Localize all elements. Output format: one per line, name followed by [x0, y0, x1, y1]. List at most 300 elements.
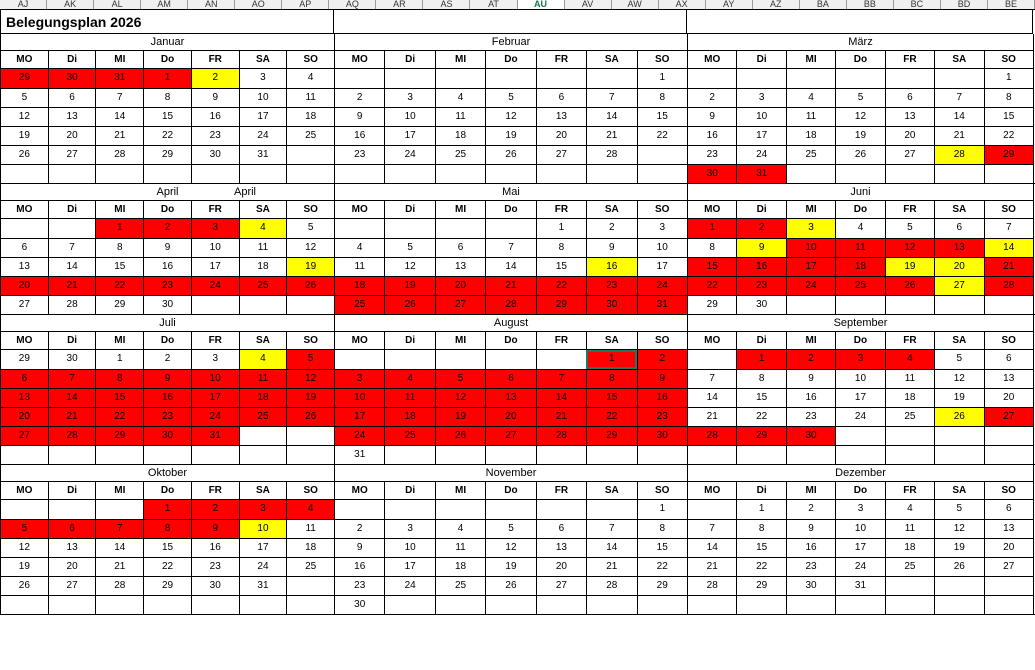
day-cell[interactable]: 14	[48, 258, 96, 276]
day-cell[interactable]: 10	[736, 108, 785, 126]
empty-cell[interactable]	[384, 219, 434, 238]
day-cell[interactable]: 3	[384, 89, 434, 107]
day-cell[interactable]: 29	[95, 427, 143, 445]
day-cell[interactable]: 28	[934, 146, 983, 164]
empty-cell[interactable]	[384, 350, 434, 369]
day-cell[interactable]: 20	[536, 127, 586, 145]
day-cell[interactable]: 4	[435, 89, 485, 107]
day-cell[interactable]: 26	[286, 408, 334, 426]
day-cell[interactable]: 30	[48, 350, 96, 369]
day-cell[interactable]: 17	[191, 389, 239, 407]
day-cell[interactable]: 15	[95, 258, 143, 276]
empty-cell[interactable]	[191, 446, 239, 464]
day-cell[interactable]: 26	[485, 146, 535, 164]
day-cell[interactable]: 3	[239, 69, 287, 88]
day-cell[interactable]: 28	[95, 577, 143, 595]
empty-cell[interactable]	[586, 596, 636, 614]
day-cell[interactable]: 26	[18, 149, 30, 160]
day-cell[interactable]: 19	[485, 127, 535, 145]
empty-cell[interactable]	[48, 500, 96, 519]
empty-cell[interactable]	[984, 296, 1033, 314]
empty-cell[interactable]	[485, 500, 535, 519]
day-cell[interactable]: 1	[688, 219, 736, 238]
day-cell[interactable]: 1	[95, 350, 143, 369]
day-cell[interactable]: 22	[736, 558, 785, 576]
empty-cell[interactable]	[286, 427, 334, 445]
day-cell[interactable]: 15	[95, 389, 143, 407]
empty-cell[interactable]	[688, 350, 736, 369]
day-cell[interactable]: 5	[485, 520, 535, 538]
day-cell[interactable]: 9	[191, 520, 239, 538]
day-cell[interactable]: 10	[786, 239, 835, 257]
day-cell[interactable]: 13	[536, 108, 586, 126]
day-cell[interactable]: 20	[48, 558, 96, 576]
empty-cell[interactable]	[736, 446, 785, 464]
empty-cell[interactable]	[536, 500, 586, 519]
empty-cell[interactable]	[835, 69, 884, 88]
day-cell[interactable]: 18	[286, 539, 334, 557]
day-cell[interactable]: 27	[984, 408, 1033, 426]
day-cell[interactable]: 23	[143, 408, 191, 426]
day-cell[interactable]: 3	[191, 219, 239, 238]
day-cell[interactable]: 27	[435, 296, 485, 314]
day-cell[interactable]: 13	[435, 258, 485, 276]
day-cell[interactable]: 23	[354, 580, 366, 591]
day-cell[interactable]: 16	[354, 130, 366, 141]
column-header-as[interactable]: AS	[423, 0, 470, 9]
day-cell[interactable]: 12	[384, 258, 434, 276]
day-cell[interactable]: 11	[286, 520, 334, 538]
day-cell[interactable]: 3	[736, 89, 785, 107]
empty-cell[interactable]	[384, 596, 434, 614]
day-cell[interactable]: 18	[435, 127, 485, 145]
column-header-ba[interactable]: BA	[800, 0, 847, 9]
column-header-al[interactable]: AL	[94, 0, 141, 9]
day-cell[interactable]: 6	[885, 89, 934, 107]
day-cell[interactable]: 9	[356, 542, 363, 553]
empty-cell[interactable]	[586, 165, 636, 183]
day-cell[interactable]: 26	[835, 146, 884, 164]
day-cell[interactable]: 20	[536, 558, 586, 576]
column-header-ay[interactable]: AY	[706, 0, 753, 9]
day-cell[interactable]: 7	[536, 370, 586, 388]
day-cell[interactable]: 20	[1, 277, 48, 295]
day-cell[interactable]: 24	[239, 127, 287, 145]
day-cell[interactable]: 4	[835, 219, 884, 238]
day-cell[interactable]: 9	[191, 89, 239, 107]
empty-cell[interactable]	[286, 296, 334, 314]
empty-cell[interactable]	[885, 596, 934, 614]
day-cell[interactable]: 1	[736, 350, 785, 369]
day-cell[interactable]: 12	[286, 239, 334, 257]
empty-cell[interactable]	[435, 446, 485, 464]
day-cell[interactable]: 22	[736, 408, 785, 426]
day-cell[interactable]: 22	[536, 277, 586, 295]
day-cell[interactable]: 7	[485, 239, 535, 257]
empty-cell[interactable]	[95, 165, 143, 183]
day-cell[interactable]: 23	[191, 127, 239, 145]
day-cell[interactable]: 8	[586, 370, 636, 388]
day-cell[interactable]: 18	[384, 408, 434, 426]
empty-cell[interactable]	[637, 146, 687, 164]
day-cell[interactable]: 10	[191, 239, 239, 257]
day-cell[interactable]: 17	[239, 539, 287, 557]
empty-cell[interactable]	[536, 350, 586, 369]
empty-cell[interactable]	[485, 596, 535, 614]
column-header-ao[interactable]: AO	[235, 0, 282, 9]
day-cell[interactable]: 5	[384, 239, 434, 257]
day-cell[interactable]: 18	[286, 108, 334, 126]
day-cell[interactable]: 22	[688, 277, 736, 295]
day-cell[interactable]: 11	[885, 520, 934, 538]
day-cell[interactable]: 31	[95, 69, 143, 88]
day-cell[interactable]: 8	[637, 89, 687, 107]
day-cell[interactable]: 14	[586, 108, 636, 126]
column-header-am[interactable]: AM	[141, 0, 188, 9]
day-cell[interactable]: 30	[586, 296, 636, 314]
day-cell[interactable]: 12	[18, 542, 30, 553]
day-cell[interactable]: 23	[786, 408, 835, 426]
empty-cell[interactable]	[586, 446, 636, 464]
day-cell[interactable]: 10	[239, 520, 287, 538]
day-cell[interactable]: 15	[637, 539, 687, 557]
day-cell[interactable]: 18	[885, 539, 934, 557]
day-cell[interactable]: 28	[536, 427, 586, 445]
day-cell[interactable]: 7	[709, 523, 715, 534]
day-cell[interactable]: 1	[143, 69, 191, 88]
day-cell[interactable]: 23	[586, 277, 636, 295]
empty-cell[interactable]	[143, 165, 191, 183]
day-cell[interactable]: 31	[835, 577, 884, 595]
day-cell[interactable]: 7	[934, 89, 983, 107]
day-cell[interactable]: 24	[384, 146, 434, 164]
day-cell[interactable]: 27	[48, 146, 96, 164]
empty-cell[interactable]	[536, 596, 586, 614]
day-cell[interactable]: 15	[143, 539, 191, 557]
day-cell[interactable]: 21	[706, 411, 718, 422]
column-header-ar[interactable]: AR	[376, 0, 423, 9]
day-cell[interactable]: 25	[335, 296, 384, 314]
day-cell[interactable]: 29	[984, 146, 1033, 164]
day-cell[interactable]: 7	[586, 89, 636, 107]
day-cell[interactable]: 3	[637, 219, 687, 238]
day-cell[interactable]: 4	[786, 89, 835, 107]
day-cell[interactable]: 2	[736, 219, 785, 238]
day-cell[interactable]: 25	[885, 558, 934, 576]
day-cell[interactable]: 21	[586, 127, 636, 145]
day-cell[interactable]: 19	[435, 408, 485, 426]
empty-cell[interactable]	[637, 596, 687, 614]
day-cell[interactable]: 9	[709, 111, 715, 122]
day-cell[interactable]: 29	[586, 427, 636, 445]
empty-cell[interactable]	[885, 427, 934, 445]
day-cell[interactable]: 16	[637, 389, 687, 407]
day-cell[interactable]: 21	[95, 558, 143, 576]
empty-cell[interactable]	[934, 577, 983, 595]
day-cell[interactable]: 1	[984, 69, 1033, 88]
day-cell[interactable]: 8	[984, 89, 1033, 107]
day-cell[interactable]: 25	[286, 127, 334, 145]
day-cell[interactable]: 9	[586, 239, 636, 257]
day-cell[interactable]: 26	[384, 296, 434, 314]
day-cell[interactable]: 6	[485, 370, 535, 388]
day-cell[interactable]: 8	[143, 89, 191, 107]
empty-cell[interactable]	[1, 500, 48, 519]
day-cell[interactable]: 25	[239, 408, 287, 426]
day-cell[interactable]: 26	[18, 580, 30, 591]
empty-cell[interactable]	[485, 69, 535, 88]
day-cell[interactable]: 7	[984, 219, 1033, 238]
day-cell[interactable]: 1	[637, 69, 687, 88]
empty-cell[interactable]	[435, 350, 485, 369]
empty-cell[interactable]	[384, 165, 434, 183]
day-cell[interactable]: 19	[934, 539, 983, 557]
day-cell[interactable]: 21	[95, 127, 143, 145]
day-cell[interactable]: 4	[286, 500, 334, 519]
empty-cell[interactable]	[485, 446, 535, 464]
day-cell[interactable]: 13	[48, 108, 96, 126]
day-cell[interactable]: 23	[637, 408, 687, 426]
day-cell[interactable]: 30	[688, 165, 736, 183]
day-cell[interactable]: 20	[1, 408, 48, 426]
day-cell[interactable]: 22	[143, 558, 191, 576]
day-cell[interactable]: 11	[885, 370, 934, 388]
day-cell[interactable]: 27	[48, 577, 96, 595]
day-cell[interactable]: 9	[143, 370, 191, 388]
empty-cell[interactable]	[934, 296, 983, 314]
day-cell[interactable]: 10	[191, 370, 239, 388]
day-cell[interactable]: 24	[191, 277, 239, 295]
column-header-an[interactable]: AN	[188, 0, 235, 9]
day-cell[interactable]: 7	[709, 373, 715, 384]
day-cell[interactable]: 13	[1, 389, 48, 407]
empty-cell[interactable]	[835, 596, 884, 614]
day-cell[interactable]: 11	[239, 370, 287, 388]
day-cell[interactable]: 20	[485, 408, 535, 426]
column-header-bd[interactable]: BD	[941, 0, 988, 9]
column-header-ak[interactable]: AK	[47, 0, 94, 9]
day-cell[interactable]: 17	[736, 127, 785, 145]
day-cell[interactable]: 27	[984, 558, 1033, 576]
day-cell[interactable]: 27	[885, 146, 934, 164]
empty-cell[interactable]	[485, 219, 535, 238]
day-cell[interactable]: 19	[286, 389, 334, 407]
day-cell[interactable]: 9	[143, 239, 191, 257]
day-cell[interactable]: 3	[384, 520, 434, 538]
empty-cell[interactable]	[984, 596, 1033, 614]
day-cell[interactable]: 30	[637, 427, 687, 445]
day-cell[interactable]: 12	[485, 539, 535, 557]
empty-cell[interactable]	[239, 427, 287, 445]
empty-cell[interactable]	[48, 165, 96, 183]
empty-cell[interactable]	[536, 446, 586, 464]
empty-cell[interactable]	[435, 596, 485, 614]
day-cell[interactable]: 14	[706, 542, 718, 553]
day-cell[interactable]: 26	[934, 408, 983, 426]
day-cell[interactable]: 8	[637, 520, 687, 538]
day-cell[interactable]: 11	[435, 108, 485, 126]
day-cell[interactable]: 3	[239, 500, 287, 519]
empty-cell[interactable]	[95, 446, 143, 464]
empty-cell[interactable]	[786, 165, 835, 183]
day-cell[interactable]: 26	[485, 577, 535, 595]
day-cell[interactable]: 28	[48, 427, 96, 445]
day-cell[interactable]: 23	[786, 558, 835, 576]
day-cell[interactable]: 28	[485, 296, 535, 314]
day-cell[interactable]: 23	[191, 558, 239, 576]
day-cell[interactable]: 25	[435, 577, 485, 595]
day-cell[interactable]: 2	[356, 523, 363, 534]
day-cell[interactable]: 16	[143, 389, 191, 407]
day-cell[interactable]: 17	[384, 558, 434, 576]
day-cell[interactable]: 2	[586, 219, 636, 238]
day-cell[interactable]: 5	[485, 89, 535, 107]
empty-cell[interactable]	[48, 446, 96, 464]
day-cell[interactable]: 16	[586, 258, 636, 276]
title-blank-cell-1[interactable]	[334, 10, 687, 34]
day-cell[interactable]: 9	[736, 239, 785, 257]
day-cell[interactable]: 17	[191, 258, 239, 276]
day-cell[interactable]: 28	[688, 427, 736, 445]
day-cell[interactable]: 13	[984, 370, 1033, 388]
day-cell[interactable]: 12	[885, 239, 934, 257]
day-cell[interactable]: 28	[984, 277, 1033, 295]
day-cell[interactable]: 17	[835, 539, 884, 557]
day-cell[interactable]: 7	[586, 520, 636, 538]
empty-cell[interactable]	[1, 596, 48, 614]
day-cell[interactable]: 26	[286, 277, 334, 295]
day-cell[interactable]: 14	[485, 258, 535, 276]
empty-cell[interactable]	[934, 446, 983, 464]
day-cell[interactable]: 10	[384, 539, 434, 557]
day-cell[interactable]: 29	[637, 577, 687, 595]
day-cell[interactable]: 11	[239, 239, 287, 257]
empty-cell[interactable]	[143, 596, 191, 614]
column-header-az[interactable]: AZ	[753, 0, 800, 9]
day-cell[interactable]: 28	[586, 146, 636, 164]
day-cell[interactable]: 3	[335, 370, 384, 388]
day-cell[interactable]: 19	[485, 558, 535, 576]
day-cell[interactable]: 1	[637, 500, 687, 519]
empty-cell[interactable]	[637, 165, 687, 183]
day-cell[interactable]: 21	[485, 277, 535, 295]
day-cell[interactable]: 13	[485, 389, 535, 407]
day-cell[interactable]: 7	[48, 239, 96, 257]
day-cell[interactable]: 31	[191, 427, 239, 445]
day-cell[interactable]: 5	[435, 370, 485, 388]
column-header-bb[interactable]: BB	[847, 0, 894, 9]
day-cell[interactable]: 17	[384, 127, 434, 145]
empty-cell[interactable]	[95, 596, 143, 614]
empty-cell[interactable]	[984, 446, 1033, 464]
day-cell[interactable]: 19	[286, 258, 334, 276]
day-cell[interactable]: 29	[95, 296, 143, 314]
day-cell[interactable]: 16	[736, 258, 785, 276]
day-cell[interactable]: 23	[143, 277, 191, 295]
day-cell[interactable]: 6	[984, 500, 1033, 519]
empty-cell[interactable]	[286, 165, 334, 183]
empty-cell[interactable]	[48, 219, 96, 238]
day-cell[interactable]: 30	[48, 69, 96, 88]
day-cell[interactable]: 14	[984, 239, 1033, 257]
column-header-av[interactable]: AV	[565, 0, 612, 9]
day-cell[interactable]: 24	[786, 277, 835, 295]
day-cell[interactable]: 7	[95, 89, 143, 107]
day-cell[interactable]: 24	[835, 558, 884, 576]
day-cell[interactable]: 25	[885, 408, 934, 426]
day-cell[interactable]: 14	[706, 392, 718, 403]
day-cell[interactable]: 12	[934, 370, 983, 388]
column-header-aw[interactable]: AW	[612, 0, 659, 9]
day-cell[interactable]: 5	[286, 350, 334, 369]
empty-cell[interactable]	[286, 596, 334, 614]
day-cell[interactable]: 9	[637, 370, 687, 388]
day-cell[interactable]: 27	[485, 427, 535, 445]
day-cell[interactable]: 5	[934, 350, 983, 369]
empty-cell[interactable]	[536, 165, 586, 183]
day-cell[interactable]: 13	[984, 520, 1033, 538]
day-cell[interactable]: 18	[786, 127, 835, 145]
day-cell[interactable]: 11	[354, 261, 365, 272]
day-cell[interactable]: 11	[384, 389, 434, 407]
day-cell[interactable]: 29	[1, 69, 48, 88]
day-cell[interactable]: 7	[48, 370, 96, 388]
day-cell[interactable]: 25	[435, 146, 485, 164]
day-cell[interactable]: 1	[536, 219, 586, 238]
column-header-ap[interactable]: AP	[282, 0, 329, 9]
day-cell[interactable]: 13	[48, 539, 96, 557]
day-cell[interactable]: 30	[736, 296, 785, 314]
day-cell[interactable]: 6	[435, 239, 485, 257]
day-cell[interactable]: 15	[586, 389, 636, 407]
empty-cell[interactable]	[984, 427, 1033, 445]
day-cell[interactable]: 16	[143, 258, 191, 276]
day-cell[interactable]: 4	[384, 370, 434, 388]
day-cell[interactable]: 21	[984, 258, 1033, 276]
day-cell[interactable]: 28	[706, 580, 718, 591]
day-cell[interactable]: 24	[835, 408, 884, 426]
empty-cell[interactable]	[736, 596, 785, 614]
day-cell[interactable]: 29	[143, 577, 191, 595]
day-cell[interactable]: 25	[384, 427, 434, 445]
day-cell[interactable]: 10	[335, 389, 384, 407]
empty-cell[interactable]	[688, 500, 736, 519]
day-cell[interactable]: 21	[586, 558, 636, 576]
day-cell[interactable]: 21	[934, 127, 983, 145]
day-cell[interactable]: 1	[586, 350, 636, 369]
empty-cell[interactable]	[835, 427, 884, 445]
empty-cell[interactable]	[786, 446, 835, 464]
day-cell[interactable]: 9	[786, 520, 835, 538]
empty-cell[interactable]	[335, 350, 384, 369]
day-cell[interactable]: 22	[637, 127, 687, 145]
day-cell[interactable]: 20	[984, 539, 1033, 557]
day-cell[interactable]: 4	[356, 242, 363, 253]
day-cell[interactable]: 15	[984, 108, 1033, 126]
day-cell[interactable]: 8	[143, 520, 191, 538]
day-cell[interactable]: 2	[191, 69, 239, 88]
empty-cell[interactable]	[143, 446, 191, 464]
day-cell[interactable]: 10	[835, 370, 884, 388]
day-cell[interactable]: 29	[18, 353, 30, 364]
empty-cell[interactable]	[736, 69, 785, 88]
day-cell[interactable]: 14	[934, 108, 983, 126]
day-cell[interactable]: 3	[835, 500, 884, 519]
empty-cell[interactable]	[835, 165, 884, 183]
day-cell[interactable]: 24	[637, 277, 687, 295]
day-cell[interactable]: 24	[335, 427, 384, 445]
day-cell[interactable]: 6	[48, 520, 96, 538]
